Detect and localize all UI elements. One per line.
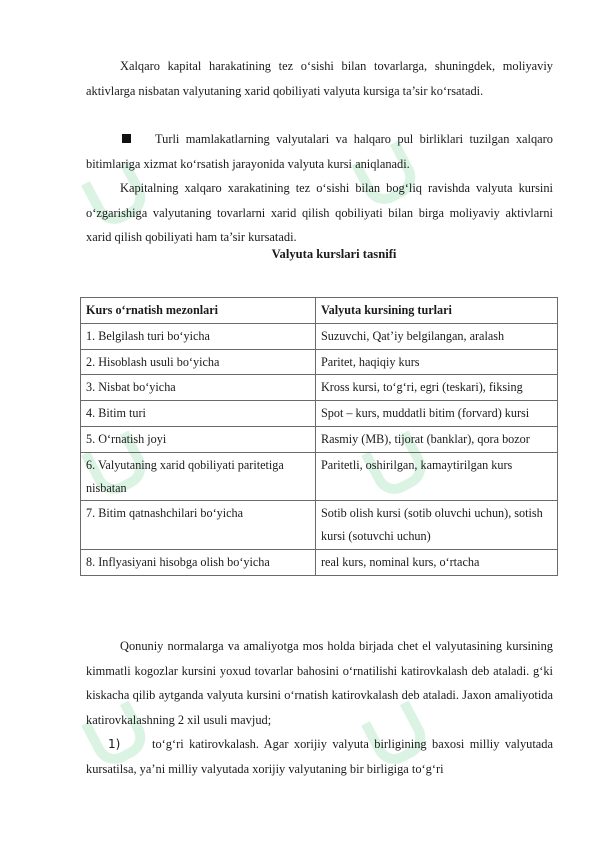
table-row	[81, 401, 558, 427]
table-title: Valyuta kurslari tasnifi	[271, 247, 397, 261]
table-row	[81, 375, 558, 401]
cell-criteria: 2. Hisoblash usuli bo‘yicha	[81, 349, 316, 375]
cell-types: Sotib olish kursi (sotib oluvchi uchun), sotish kursi (sotuvchi uchun)	[316, 501, 558, 550]
black-square-bullet-icon	[122, 134, 131, 143]
table-row	[81, 549, 558, 575]
paragraph-2: Kapitalning xalqaro xarakatining tez o‘sishi bilan bog‘liq ravishda valyuta kursini o‘zgarishiga valyutaning tovarlarni xarid qilish qobiliyati bilan birga moliyaviy aktivlarni xarid qilish qobiliyati ham ta’sir kursatadi.	[86, 181, 553, 244]
table-row	[81, 452, 558, 501]
header-types: Valyuta kursining turlari	[316, 298, 558, 324]
table-row	[81, 501, 558, 550]
numbered-text: to‘g‘ri katirovkalash. Agar xorijiy valyuta birligining baxosi milliy valyutada kursatilsa, ya’ni milliy valyutada xorijiy valyutaning bir birligiga to‘g‘ri	[86, 737, 553, 776]
table-header-row	[81, 298, 558, 324]
table-row	[81, 323, 558, 349]
header-criteria: Kurs o‘rnatish mezonlari	[81, 298, 316, 324]
numbered-paragraph	[86, 732, 553, 781]
cell-types: Rasmiy (MB), tijorat (banklar), qora bozor	[316, 426, 558, 452]
table-row	[81, 426, 558, 452]
currency-rate-table	[80, 297, 558, 576]
cell-types: Suzuvchi, Qat’iy belgilangan, aralash	[316, 323, 558, 349]
bullet-paragraph	[86, 127, 553, 176]
list-number: 1)	[108, 737, 121, 751]
table-row	[81, 349, 558, 375]
bullet-text: Turli mamlakatlarning valyutalari va halqaro pul birliklari tuzilgan xalqaro bitimlariga xizmat ko‘rsatish jarayonida valyuta kursi aniqlanadi.	[86, 132, 553, 171]
cell-criteria: 1. Belgilash turi bo‘yicha	[81, 323, 316, 349]
cell-types: Paritetli, oshirilgan, kamaytirilgan kurs	[316, 452, 558, 501]
cell-types: Spot – kurs, muddatli bitim (forvard) kursi	[316, 401, 558, 427]
paragraph-3: Qonuniy normalarga va amaliyotga mos holda birjada chet el valyutasining kursining kimmatli kogozlar kursini yoxud tovarlar bahosini o‘rnatilishi katirovkalash deb ataladi. g‘ki kiskacha qilib aytganda valyuta kursini o‘rnatish katirovkalash deb ataladi. Jaxon amaliyotida katirovkalashning 2 xil usuli mavjud;	[86, 639, 553, 727]
cell-criteria: 8. Inflyasiyani hisobga olish bo‘yicha	[81, 549, 316, 575]
cell-criteria: 3. Nisbat bo‘yicha	[81, 375, 316, 401]
cell-criteria: 6. Valyutaning xarid qobiliyati paritetiga nisbatan	[81, 452, 316, 501]
paragraph-1: Xalqaro kapital harakatining tez o‘sishi bilan tovarlarga, shuningdek, moliyaviy aktivlarga nisbatan valyutaning xarid qobiliyati valyuta kursiga ta’sir ko‘rsatadi.	[86, 59, 553, 98]
cell-types: Kross kursi, to‘g‘ri, egri (teskari), fiksing	[316, 375, 558, 401]
cell-criteria: 7. Bitim qatnashchilari bo‘yicha	[81, 501, 316, 550]
cell-types: real kurs, nominal kurs, o‘rtacha	[316, 549, 558, 575]
cell-types: Paritet, haqiqiy kurs	[316, 349, 558, 375]
cell-criteria: 4. Bitim turi	[81, 401, 316, 427]
cell-criteria: 5. O‘rnatish joyi	[81, 426, 316, 452]
